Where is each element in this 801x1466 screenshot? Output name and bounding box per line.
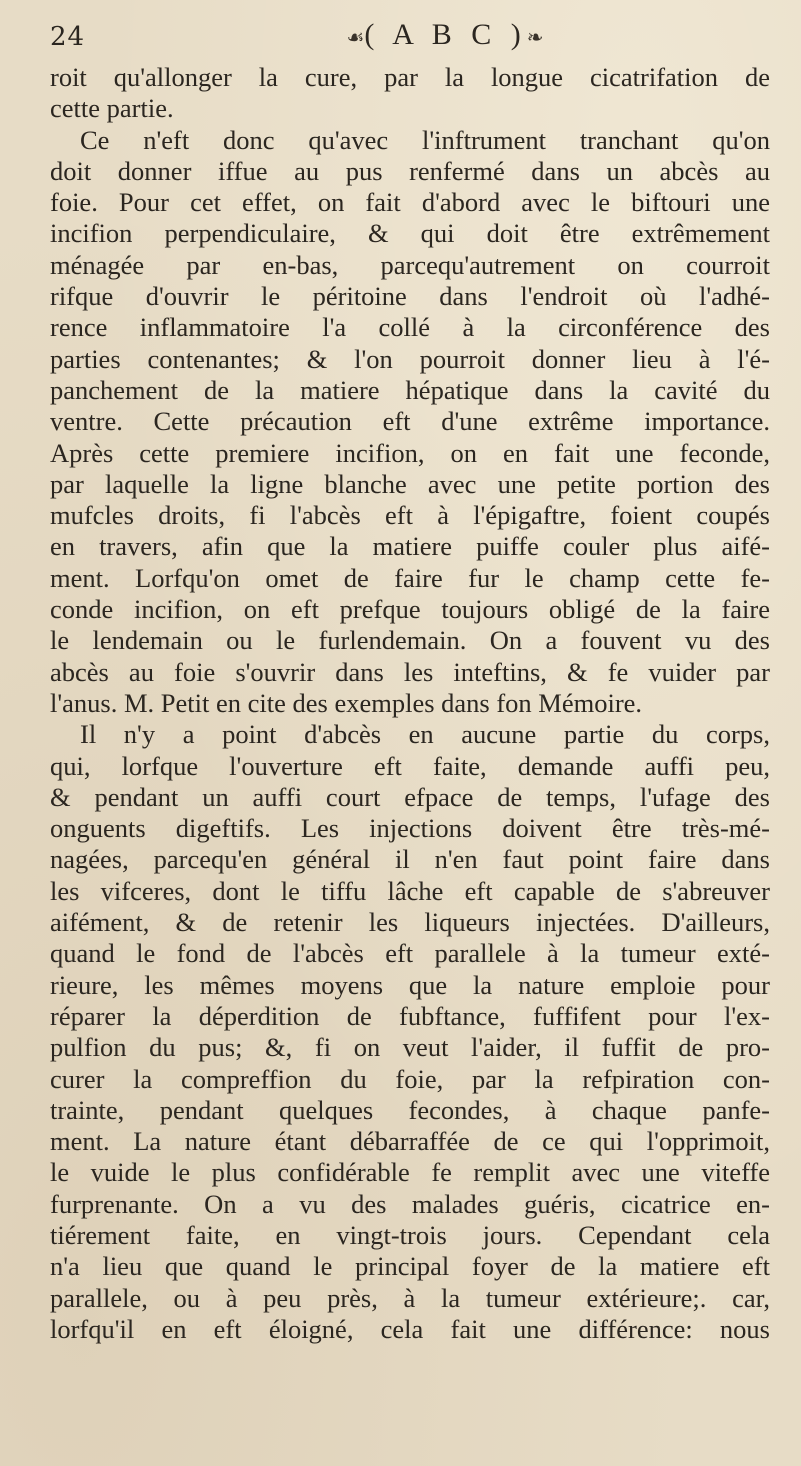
text-line: le vuide le plus confidérable fe remplit avec une viteffe xyxy=(50,1157,770,1188)
text-line: parties contenantes; & l'on pourroit donner lieu à l'é- xyxy=(50,343,770,374)
text-line: conde incifion, on eft prefque toujours obligé de la faire xyxy=(50,594,770,625)
text-line: en travers, afin que la matiere puiffe couler plus aifé- xyxy=(50,531,770,562)
text-line: n'a lieu que quand le principal foyer de la matiere eft xyxy=(50,1251,770,1282)
text-line: quand le fond de l'abcès eft parallele à la tumeur exté- xyxy=(50,938,770,969)
text-line: ment. La nature étant débarraffée de ce qui l'opprimoit, xyxy=(50,1126,770,1157)
text-line: panchement de la matiere hépatique dans la cavité du xyxy=(50,374,770,405)
running-title xyxy=(300,18,590,52)
text-line: rieure, les mêmes moyens que la nature emploie pour xyxy=(50,969,770,1000)
text-line: Il n'y a point d'abcès en aucune partie du corps, xyxy=(80,719,770,750)
text-line: nagées, parcequ'en général il n'en faut point faire dans xyxy=(50,844,770,875)
running-title-text: ( A B C ) xyxy=(364,18,527,51)
text-line: foie. Pour cet effet, on fait d'abord avec le biftouri une xyxy=(50,187,770,218)
text-line: mufcles droits, fi l'abcès eft à l'épigaftre, foient coupés xyxy=(50,500,770,531)
text-line: ventre. Cette précaution eft d'une extrême importance. xyxy=(50,406,770,437)
text-line: furprenante. On a vu des malades guéris, cicatrice en- xyxy=(50,1188,770,1219)
text-line: cette partie. xyxy=(50,93,174,124)
text-line: pulfion du pus; &, fi on veut l'aider, il fuffit de pro- xyxy=(50,1032,770,1063)
text-line: parallele, ou à peu près, à la tumeur extérieure;. car, xyxy=(50,1282,770,1313)
text-line: incifion perpendiculaire, & qui doit être extrêmement xyxy=(50,218,770,249)
text-line: onguents digeftifs. Les injections doivent être très-mé- xyxy=(50,813,770,844)
text-line: ment. Lorfqu'on omet de faire fur le champ cette fe- xyxy=(50,562,770,593)
text-line: lorfqu'il en eft éloigné, cela fait une différence: nous xyxy=(50,1313,770,1344)
text-line: & pendant un auffi court efpace de temps, l'ufage des xyxy=(50,781,770,812)
text-line: réparer la déperdition de fubftance, fuffifent pour l'ex- xyxy=(50,1000,770,1031)
body-text xyxy=(50,62,770,1345)
right-ornament-icon: ❧ xyxy=(526,27,544,49)
text-line: trainte, pendant quelques fecondes, à chaque panfe- xyxy=(50,1094,770,1125)
text-line: abcès au foie s'ouvrir dans les inteftins, & fe vuider par xyxy=(50,656,770,687)
text-line: aifément, & de retenir les liqueurs injectées. D'ailleurs, xyxy=(50,907,770,938)
left-ornament-icon: ☙ xyxy=(346,27,365,49)
text-line: doit donner iffue au pus renfermé dans un abcès au xyxy=(50,155,770,186)
text-line: rifque d'ouvrir le péritoine dans l'endroit où l'adhé- xyxy=(50,281,770,312)
text-line: le lendemain ou le furlendemain. On a fouvent vu des xyxy=(50,625,770,656)
page-header xyxy=(0,18,801,58)
page-number: 24 xyxy=(50,22,86,52)
text-line: roit qu'allonger la cure, par la longue cicatrifation de xyxy=(50,62,770,92)
text-line: les vifceres, dont le tiffu lâche eft capable de s'abreuver xyxy=(50,875,770,906)
text-line: ménagée par en-bas, parcequ'autrement on courroit xyxy=(50,249,770,280)
text-line: rence inflammatoire l'a collé à la circonférence des xyxy=(50,312,770,343)
text-line: l'anus. M. Petit en cite des exemples dans fon Mémoire. xyxy=(50,687,643,718)
text-line: tiérement faite, en vingt-trois jours. Cependant cela xyxy=(50,1219,770,1250)
text-line: qui, lorfque l'ouverture eft faite, demande auffi peu, xyxy=(50,750,770,781)
text-line: par laquelle la ligne blanche avec une petite portion des xyxy=(50,468,770,499)
text-line: Ce n'eft donc qu'avec l'inftrument tranchant qu'on xyxy=(80,124,770,155)
text-line: Après cette premiere incifion, on en fait une feconde, xyxy=(50,437,770,468)
text-line: curer la compreffion du foie, par la refpiration con- xyxy=(50,1063,770,1094)
